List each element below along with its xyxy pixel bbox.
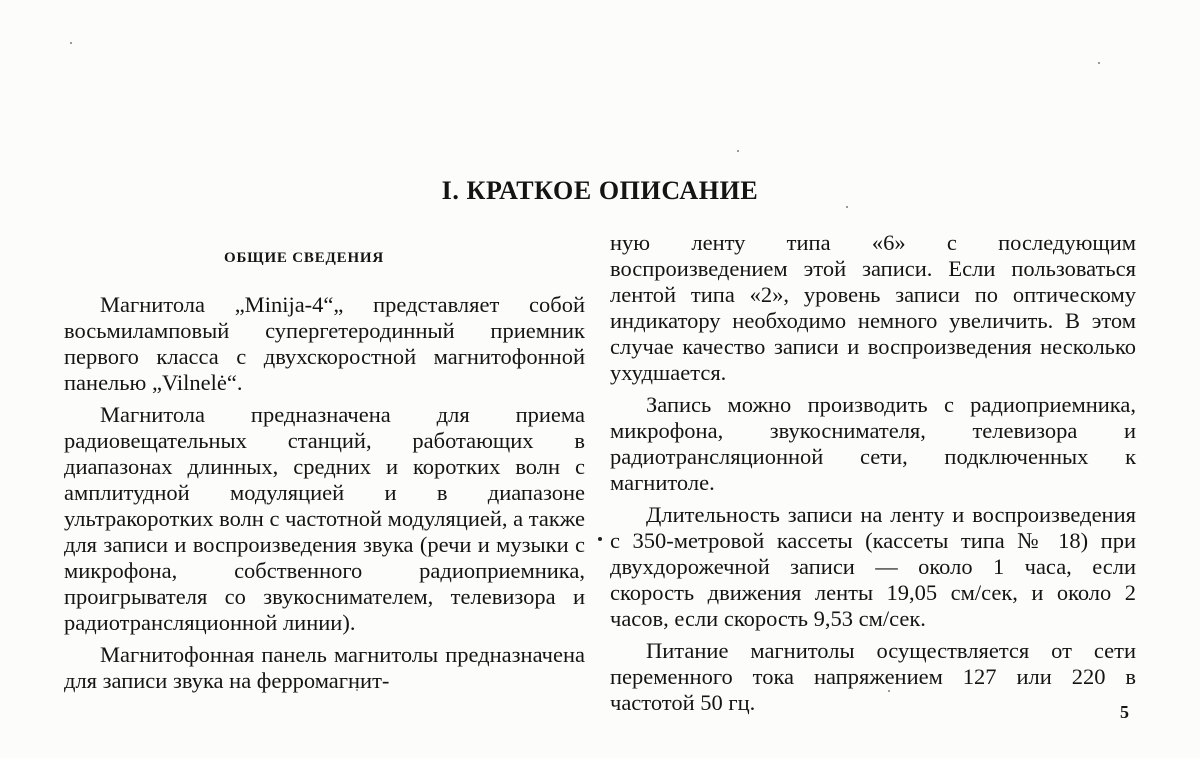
scan-speck xyxy=(356,689,358,691)
document-page xyxy=(0,0,1200,758)
paragraph-tape-panel: Магнитофонная панель магнитолы предназначена для записи звука на ферромагнит- xyxy=(64,642,585,694)
scan-speck xyxy=(888,690,890,692)
right-column xyxy=(610,230,1136,716)
paragraph-recording-sources: Запись можно производить с радиоприемника, микрофона, звукоснимателя, телевизора и радиотрансляционной сети, подключенных к магнитоле. xyxy=(610,392,1136,496)
paragraph-power: Питание магнитолы осуществляется от сети переменного тока напряжением 127 или 220 в частотой 50 гц. xyxy=(610,638,1136,716)
scan-speck xyxy=(598,537,602,541)
left-column xyxy=(64,292,585,694)
scan-speck xyxy=(70,42,72,44)
section-title: ОБЩИЕ СВЕДЕНИЯ xyxy=(224,250,384,267)
paragraph-intro: Магнитола „Minija-4“„ представляет собой восьмиламповый супергетеродинный приемник первого класса с двухскоростной магнитофонной панелью „Vilnelė“. xyxy=(64,292,585,396)
scan-speck xyxy=(1098,62,1100,64)
scan-speck xyxy=(846,206,848,208)
scan-speck xyxy=(737,150,739,152)
paragraph-tape-type: ную ленту типа «6» с последующим воспроизведением этой записи. Если пользоваться лентой типа «2», уровень записи по оптическому индикатору необходимо немного увеличить. В этом случае качество записи и воспроизведения несколько ухудшается. xyxy=(610,230,1136,386)
paragraph-purpose: Магнитола предназначена для приема радиовещательных станций, работающих в диапазонах длинных, средних и коротких волн с амплитудной модуляцией и в диапазоне ультракоротких волн с частотной модуляцией, а также для записи и воспроизведения звука (речи и музыки с микрофона, собственного радиоприемника, проигрывателя со звукоснимателем, телевизора и радиотрансляционной линии). xyxy=(64,402,585,636)
chapter-title: I. КРАТКОЕ ОПИСАНИЕ xyxy=(0,176,1200,206)
page-number: 5 xyxy=(1120,702,1129,723)
paragraph-duration: Длительность записи на ленту и воспроизведения с 350-метровой кассеты (кассеты типа № 18) при двухдорожечной записи — около 1 часа, если скорость движения ленты 19,05 см/сек, и около 2 часов, если скорость 9,53 см/сек. xyxy=(610,502,1136,632)
